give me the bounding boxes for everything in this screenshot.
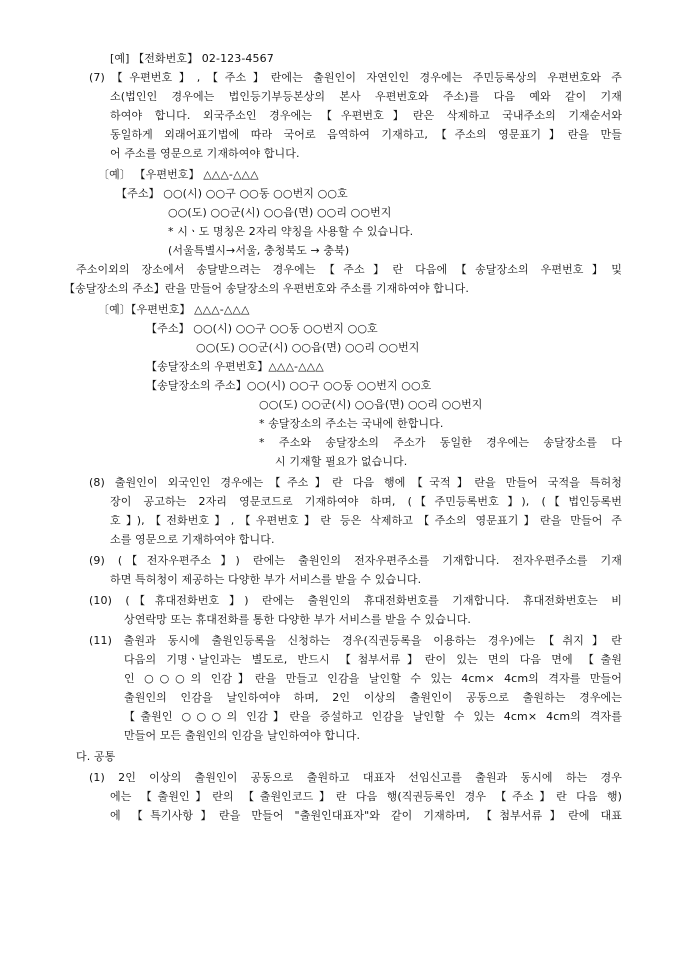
example-phone-line: [예] 【전화번호】 02-123-4567 <box>110 52 274 65</box>
section-common-heading: 다. 공통 <box>76 750 116 763</box>
common-item-1-line-1: (1) 2인 이상의 출원인이 공동으로 출원하고 대표자 선임신고를 출원과 동시에 하는 경우 <box>89 771 622 784</box>
common-item-1-line-2: 에는 【출원인】란의 【출원인코드】란 다음 행(직권등록인 경우 【주소】란 다음 행) <box>110 790 622 803</box>
item-7-line-3: 하여야 합니다. 외국주소인 경우에는【우편번호】란은 삭제하고 국내주소의 기재순서와 <box>110 109 622 122</box>
note-same-address-line-2: 시 기재할 필요가 없습니다. <box>275 455 408 468</box>
example2-delivery-address-2: ○○(도) ○○군(시) ○○읍(면) ○○리 ○○번지 <box>259 398 483 411</box>
example2-delivery-postcode: 【송달장소의 우편번호】△△△-△△△ <box>146 360 324 373</box>
item-9-line-2: 하면 특허청이 제공하는 다양한 부가 서비스를 받을 수 있습니다. <box>110 573 422 586</box>
item-8-line-4: 소를 영문으로 기재하여야 합니다. <box>110 533 275 546</box>
item-7-line-1: (7)【우편번호】,【주소】란에는 출원인이 자연인인 경우에는 주민등록상의 우편번호와 주 <box>89 71 622 84</box>
item-8-line-2: 장이 공고하는 2자리 영문코드로 기재하여야 하며, (【주민등록번호】), (【법인등록번 <box>110 495 622 508</box>
example-address-line-2: ○○(도) ○○군(시) ○○읍(면) ○○리 ○○번지 <box>168 206 392 219</box>
note-domestic-only: * 송달장소의 주소는 국내에 한합니다. <box>259 417 444 430</box>
item-7-line-5: 어 주소를 영문으로 기재하여야 합니다. <box>110 147 300 160</box>
item-8-line-1: (8) 출원인이 외국인인 경우에는【주소】란 다음 행에【국적】란을 만들어 국적을 특허청 <box>89 476 622 489</box>
item-7-line-2: 소(법인인 경우에는 법인등기부등본상의 본사 우편번호와 주소)를 다음 예와 같이 기재 <box>110 90 622 103</box>
item-11-line-3: 인 ○○○의 인감】란을 만들고 인감을 날인할 수 있는 4cm× 4cm의 격자를 만들어 <box>124 672 622 685</box>
delivery-paragraph-line-2: 【송달장소의 주소】란을 만들어 송달장소의 우편번호와 주소를 기재하여야 합니다. <box>64 282 469 295</box>
item-9-line-1: (9) (【전자우편주소】) 란에는 출원인의 전자우편주소를 기재합니다. 전자우편주소를 기재 <box>89 554 622 567</box>
note-abbreviation: * 시ㆍ도 명칭은 2자리 약칭을 사용할 수 있습니다. <box>168 225 414 238</box>
item-8-line-3: 호】),【전화번호】,【우편번호】란 등은 삭제하고【주소의 영문표기】란을 만들어 주 <box>110 514 622 527</box>
example-postcode-line: 〔예〕 【우편번호】 △△△-△△△ <box>98 168 259 181</box>
item-7-line-4: 동일하게 외래어표기법에 따라 국어로 음역하여 기재하고,【주소의 영문표기】란을 만들 <box>110 128 622 141</box>
example2-address-line-1: 【주소】 ○○(시) ○○구 ○○동 ○○번지 ○○호 <box>146 322 378 335</box>
item-11-line-5: 【출원인 ○○○의 인감】란을 증설하고 인감을 날인할 수 있는 4cm× 4cm의 격자를 <box>124 710 622 723</box>
item-11-line-2: 다음의 기명ㆍ날인과는 별도로, 반드시 【첨부서류】란이 있는 면의 다음 면에 【출원 <box>124 653 622 666</box>
item-11-line-4: 출원인의 인감을 날인하여야 하며, 2인 이상의 출원인이 공동으로 출원하는 경우에는 <box>124 691 622 704</box>
example2-delivery-address-1: 【송달장소의 주소】○○(시) ○○구 ○○동 ○○번지 ○○호 <box>146 379 432 392</box>
common-item-1-line-3: 에 【특기사항】란을 만들어 "출원인대표자"와 같이 기재하며, 【첨부서류】란에 대표 <box>110 809 622 822</box>
item-10-line-2: 상연락망 또는 휴대전화를 통한 다양한 부가 서비스를 받을 수 있습니다. <box>124 613 472 626</box>
delivery-paragraph-line-1: 주소이외의 장소에서 송달받으려는 경우에는【주소】란 다음에【송달장소의 우편번호】및 <box>76 263 622 276</box>
example-address-line-1: 【주소】 ○○(시) ○○구 ○○동 ○○번지 ○○호 <box>116 187 348 200</box>
item-10-line-1: (10) (【휴대전화번호】) 란에는 출원인의 휴대전화번호를 기재합니다. 휴대전화번호는 비 <box>89 594 622 607</box>
example2-address-line-2: ○○(도) ○○군(시) ○○읍(면) ○○리 ○○번지 <box>196 341 420 354</box>
item-11-line-6: 만들어 모든 출원인의 인감을 날인하여야 합니다. <box>124 729 361 742</box>
example2-postcode-line: 〔예〕【우편번호】 △△△-△△△ <box>98 303 250 316</box>
note-same-address-line-1: * 주소와 송달장소의 주소가 동일한 경우에는 송달장소를 다 <box>259 436 622 449</box>
note-abbreviation-example: (서울특별시→서울, 충청북도 → 충북) <box>168 244 350 257</box>
item-11-line-1: (11) 출원과 동시에 출원인등록을 신청하는 경우(직권등록을 이용하는 경우)에는【취지】란 <box>89 634 622 647</box>
